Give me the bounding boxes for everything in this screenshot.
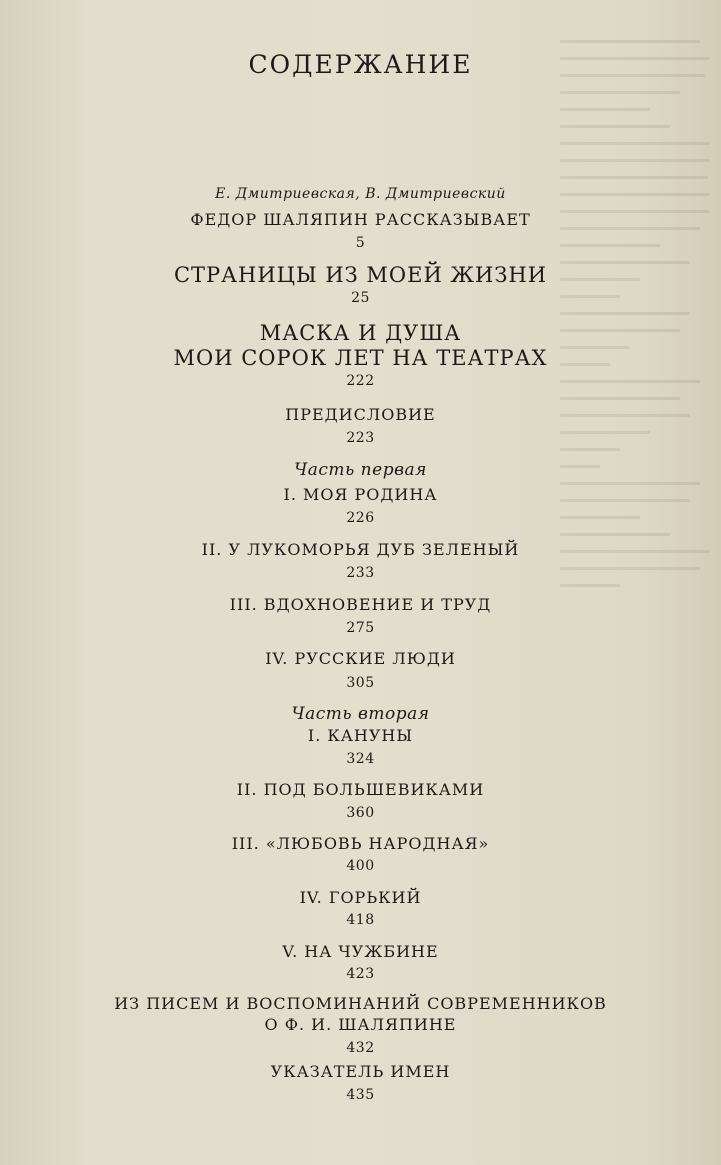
intro-authors: Е. Дмитриевская, В. Дмитриевский: [215, 186, 506, 202]
preface-title[interactable]: ПРЕДИСЛОВИЕ: [285, 405, 436, 424]
part2-chapter-1-title[interactable]: I. КАНУНЫ: [307, 726, 414, 745]
mask-and-soul-subtitle[interactable]: МОИ СОРОК ЛЕТ НА ТЕАТРАХ: [173, 346, 548, 370]
intro-page-number: 5: [355, 235, 366, 251]
part-two-label: Часть вторая: [291, 704, 430, 724]
part2-chapter-2-title[interactable]: II. ПОД БОЛЬШЕВИКАМИ: [236, 780, 485, 799]
pages-of-my-life-page-number: 25: [351, 290, 370, 306]
intro-title[interactable]: ФЕДОР ШАЛЯПИН РАССКАЗЫВАЕТ: [190, 210, 531, 229]
letters-page-number: 432: [346, 1040, 375, 1056]
part1-chapter-3-title[interactable]: III. ВДОХНОВЕНИЕ И ТРУД: [229, 595, 492, 614]
letters-subtitle[interactable]: О Ф. И. ШАЛЯПИНЕ: [264, 1015, 457, 1034]
mask-and-soul-page-number: 222: [346, 373, 375, 389]
part1-chapter-4-page-number: 305: [346, 675, 375, 691]
part2-chapter-3-title[interactable]: III. «ЛЮБОВЬ НАРОДНАЯ»: [231, 834, 490, 853]
part1-chapter-3-page-number: 275: [346, 620, 375, 636]
toc-title: СОДЕРЖАНИЕ: [248, 50, 473, 79]
pages-of-my-life-title[interactable]: СТРАНИЦЫ ИЗ МОЕЙ ЖИЗНИ: [173, 263, 548, 287]
part2-chapter-5-title[interactable]: V. НА ЧУЖБИНЕ: [282, 942, 439, 961]
part1-chapter-4-title[interactable]: IV. РУССКИЕ ЛЮДИ: [265, 649, 456, 668]
mask-and-soul-title[interactable]: МАСКА И ДУША: [259, 321, 462, 345]
part2-chapter-4-page-number: 418: [346, 912, 375, 928]
preface-page-number: 223: [346, 430, 375, 446]
part2-chapter-3-page-number: 400: [346, 858, 375, 874]
part2-chapter-5-page-number: 423: [346, 966, 375, 982]
part1-chapter-1-title[interactable]: I. МОЯ РОДИНА: [283, 485, 438, 504]
index-page-number: 435: [346, 1087, 375, 1103]
part2-chapter-2-page-number: 360: [346, 805, 375, 821]
letters-title[interactable]: ИЗ ПИСЕМ И ВОСПОМИНАНИЙ СОВРЕМЕННИКОВ: [114, 994, 607, 1013]
part1-chapter-2-page-number: 233: [346, 565, 375, 581]
part1-chapter-2-title[interactable]: II. У ЛУКОМОРЬЯ ДУБ ЗЕЛЕНЫЙ: [201, 540, 520, 559]
index-title[interactable]: УКАЗАТЕЛЬ ИМЕН: [270, 1062, 451, 1081]
part2-chapter-4-title[interactable]: IV. ГОРЬКИЙ: [299, 888, 422, 907]
part2-chapter-1-page-number: 324: [346, 751, 375, 767]
part1-chapter-1-page-number: 226: [346, 510, 375, 526]
part-one-label: Часть первая: [294, 460, 427, 480]
